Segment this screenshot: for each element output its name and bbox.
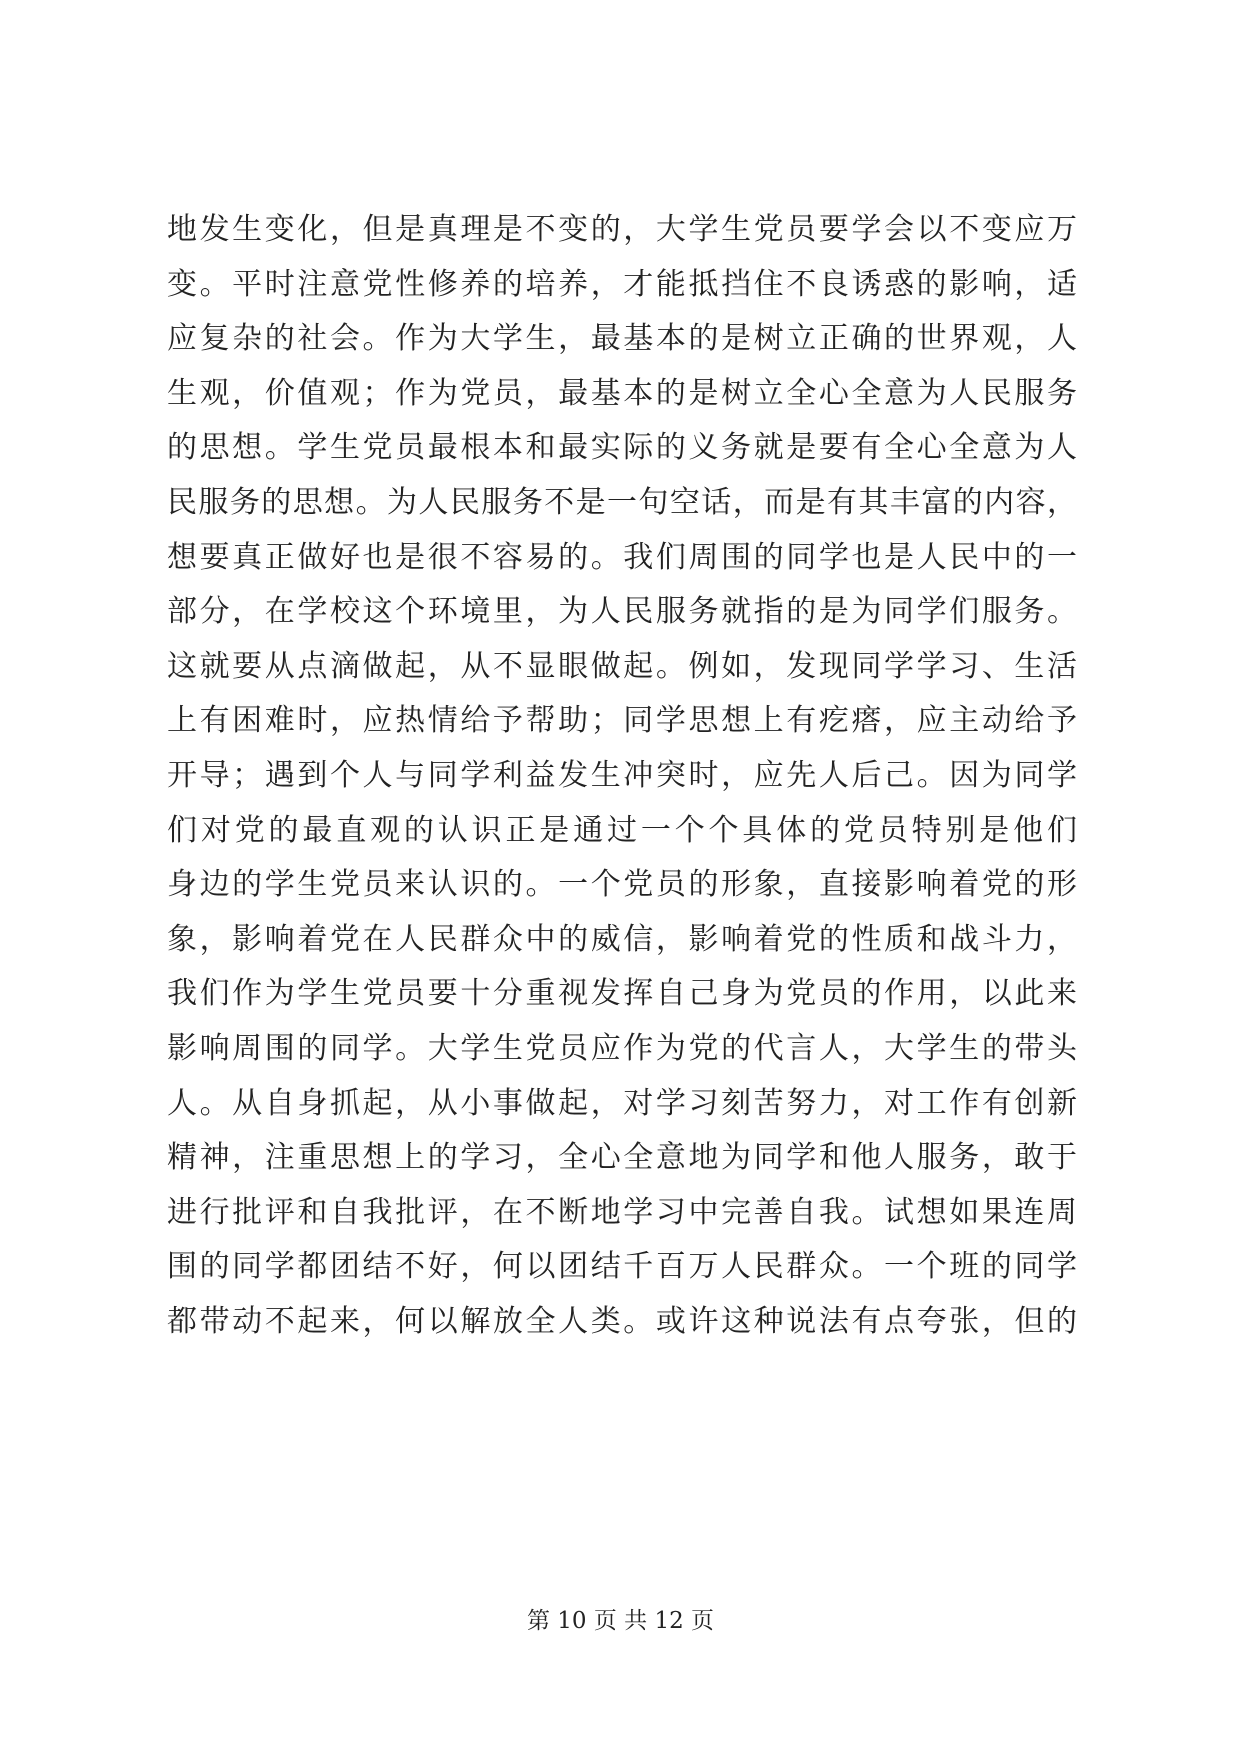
text-line: 我们作为学生党员要十分重视发挥自己身为党员的作用，以此来 <box>167 976 1077 1012</box>
text-line: 上有困难时，应热情给予帮助；同学思想上有疙瘩，应主动给予 <box>167 703 1077 739</box>
text-line: 精神，注重思想上的学习，全心全意地为同学和他人服务，敢于 <box>167 1140 1077 1176</box>
text-line: 象，影响着党在人民群众中的威信，影响着党的性质和战斗力， <box>167 921 1077 957</box>
text-line: 应复杂的社会。作为大学生，最基本的是树立正确的世界观，人 <box>167 321 1077 357</box>
text-line: 围的同学都团结不好，何以团结千百万人民群众。一个班的同学 <box>167 1249 1077 1285</box>
text-line: 人。从自身抓起，从小事做起，对学习刻苦努力，对工作有创新 <box>167 1085 1077 1121</box>
text-line: 这就要从点滴做起，从不显眼做起。例如，发现同学学习、生活 <box>167 648 1077 684</box>
text-line: 进行批评和自我批评，在不断地学习中完善自我。试想如果连周 <box>167 1194 1077 1230</box>
text-line: 影响周围的同学。大学生党员应作为党的代言人，大学生的带头 <box>167 1030 1077 1066</box>
text-line: 的思想。学生党员最根本和最实际的义务就是要有全心全意为人 <box>167 430 1077 466</box>
body-text <box>167 203 1077 1349</box>
text-line: 想要真正做好也是很不容易的。我们周围的同学也是人民中的一 <box>167 539 1077 575</box>
text-line: 身边的学生党员来认识的。一个党员的形象，直接影响着党的形 <box>167 867 1077 903</box>
text-line: 生观，价值观；作为党员，最基本的是树立全心全意为人民服务 <box>167 375 1077 411</box>
text-line: 开导；遇到个人与同学利益发生冲突时，应先人后己。因为同学 <box>167 757 1077 793</box>
text-line: 变。平时注意党性修养的培养，才能抵挡住不良诱惑的影响，适 <box>167 266 1077 302</box>
text-line: 地发生变化，但是真理是不变的，大学生党员要学会以不变应万 <box>167 212 1077 247</box>
text-line: 民服务的思想。为人民服务不是一句空话，而是有其丰富的内容， <box>167 484 1077 520</box>
text-line: 部分，在学校这个环境里，为人民服务就指的是为同学们服务。 <box>167 594 1077 630</box>
page-footer: 第 10 页 共 12 页 <box>526 1608 715 1634</box>
text-line: 们对党的最直观的认识正是通过一个个具体的党员特别是他们 <box>167 812 1077 848</box>
text-line: 都带动不起来，何以解放全人类。或许这种说法有点夸张，但的 <box>167 1303 1077 1339</box>
